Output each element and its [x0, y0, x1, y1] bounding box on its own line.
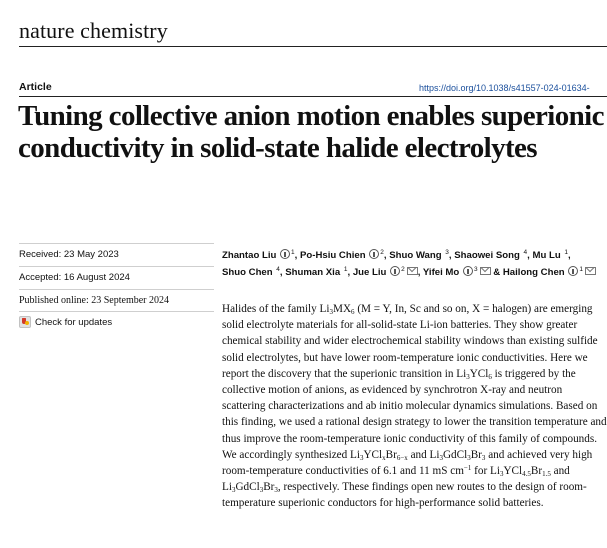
subscript: 3: [359, 453, 364, 462]
author-name[interactable]: Shaowei Song $^4$,: [454, 248, 530, 261]
meta-divider: [19, 311, 214, 312]
orcid-icon[interactable]: [568, 266, 578, 276]
check-updates-label: Check for updates: [35, 316, 113, 328]
subscript: 6: [488, 372, 492, 381]
superscript: −1: [463, 464, 472, 473]
subscript: 4.5: [522, 470, 531, 479]
title-rule: [19, 96, 607, 97]
meta-divider: [19, 243, 214, 244]
subscript: 3: [259, 486, 264, 495]
accepted-date: Accepted: 16 August 2024: [19, 272, 130, 283]
article-type-label: Article: [19, 81, 52, 93]
subscript: 3: [467, 453, 471, 462]
subscript: 1.5: [542, 470, 551, 479]
author-name[interactable]: Shuo Chen $^4$,: [222, 265, 283, 278]
affiliation-number: 2: [380, 248, 384, 256]
published-date: Published online: 23 September 2024: [19, 295, 169, 306]
author-name[interactable]: Mu Lu $^1$,: [532, 248, 571, 261]
abstract: Halides of the family $Li_3MX_6$ (M = Y, In, Sc and so on, X = halogen) are emerging solid electrolyte materials for all-solid-state Li-ion batteries. They show greater chemical stability and wider electrochemical stability windows than existing sulfide solid electrolytes, but have lower room-temperature ionic conductivities. Here we report the discovery that the superionic transition in $Li_3YCl_6$ is triggered by the collective motion of anions, as evidenced by synchrotron X-ray and neutron scattering characterizations and ab initio molecular dynamics simulations. Based on this finding, we used a rational design strategy to lower the transition temperature and thus improve the room-temperature ionic conductivity of this family of compounds. We accordingly synthesized $Li_3YCl_xBr_{6-x}$ and $Li_3GdCl_3Br_3$ and achieved very high room-temperature conductivities of 6.1 and 11 mS $cm^{-1}$ for $Li_3YCl_{4.5}Br_{1.5}$ and $Li_3GdCl_3Br_3$, respectively. These findings open new routes to the design of room-temperature superionic conductors for high-performance solid batteries.: [222, 303, 607, 510]
doi-link[interactable]: https://doi.org/10.1038/s41557-024-01634-: [419, 83, 590, 93]
journal-name: nature chemistry: [19, 18, 168, 43]
author-name[interactable]: Shuman Xia $^1$,: [285, 265, 351, 278]
email-icon[interactable]: [480, 267, 491, 275]
affiliation-number: 3: [445, 248, 449, 256]
affiliation-number: 2: [401, 265, 405, 273]
orcid-icon[interactable]: [369, 249, 379, 259]
subscript: 3: [439, 453, 443, 462]
subscript: 6: [351, 308, 355, 316]
author-name[interactable]: Jue Liu $^2$ ,: [352, 265, 421, 278]
author-name[interactable]: Po-Hsiu Chien $^2$,: [300, 248, 387, 261]
orcid-icon[interactable]: [463, 266, 473, 276]
affiliation-number: 1: [343, 265, 348, 273]
affiliation-number: 1: [564, 248, 568, 256]
orcid-icon[interactable]: [280, 249, 290, 259]
affiliation-number: 1: [579, 265, 583, 273]
check-for-updates-button[interactable]: [19, 316, 112, 328]
affiliation-number: 1: [291, 248, 295, 256]
affiliation-number: 4: [276, 265, 280, 273]
author-name[interactable]: Zhantao Liu $^1$,: [222, 248, 298, 261]
subscript: 3: [329, 308, 333, 316]
meta-divider: [19, 266, 214, 267]
author-name[interactable]: Hailong Chen $^1$: [503, 267, 596, 278]
subscript: 3: [481, 453, 486, 462]
email-icon[interactable]: [585, 267, 596, 275]
article-title: Tuning collective anion motion enables superionic conductivity in solid-state halide electrolytes: [18, 100, 604, 164]
affiliation-number: 4: [523, 248, 528, 256]
meta-divider: [19, 289, 214, 290]
subscript: 6−x: [396, 453, 408, 462]
email-icon[interactable]: [407, 267, 418, 275]
affiliation-number: 3: [473, 265, 478, 273]
check-updates-icon: [19, 316, 31, 328]
received-date: Received: 23 May 2023: [19, 249, 119, 260]
subscript: x: [382, 453, 386, 462]
subscript: 3: [274, 486, 278, 495]
author-name[interactable]: Yifei Mo $^3$ &: [422, 265, 501, 278]
subscript: 3: [231, 486, 236, 495]
author-name[interactable]: Shuo Wang $^3$,: [389, 248, 452, 261]
header-rule: [19, 46, 607, 47]
author-list: [222, 247, 607, 281]
orcid-icon[interactable]: [390, 266, 400, 276]
subscript: 3: [466, 372, 470, 381]
subscript: 3: [499, 470, 504, 479]
